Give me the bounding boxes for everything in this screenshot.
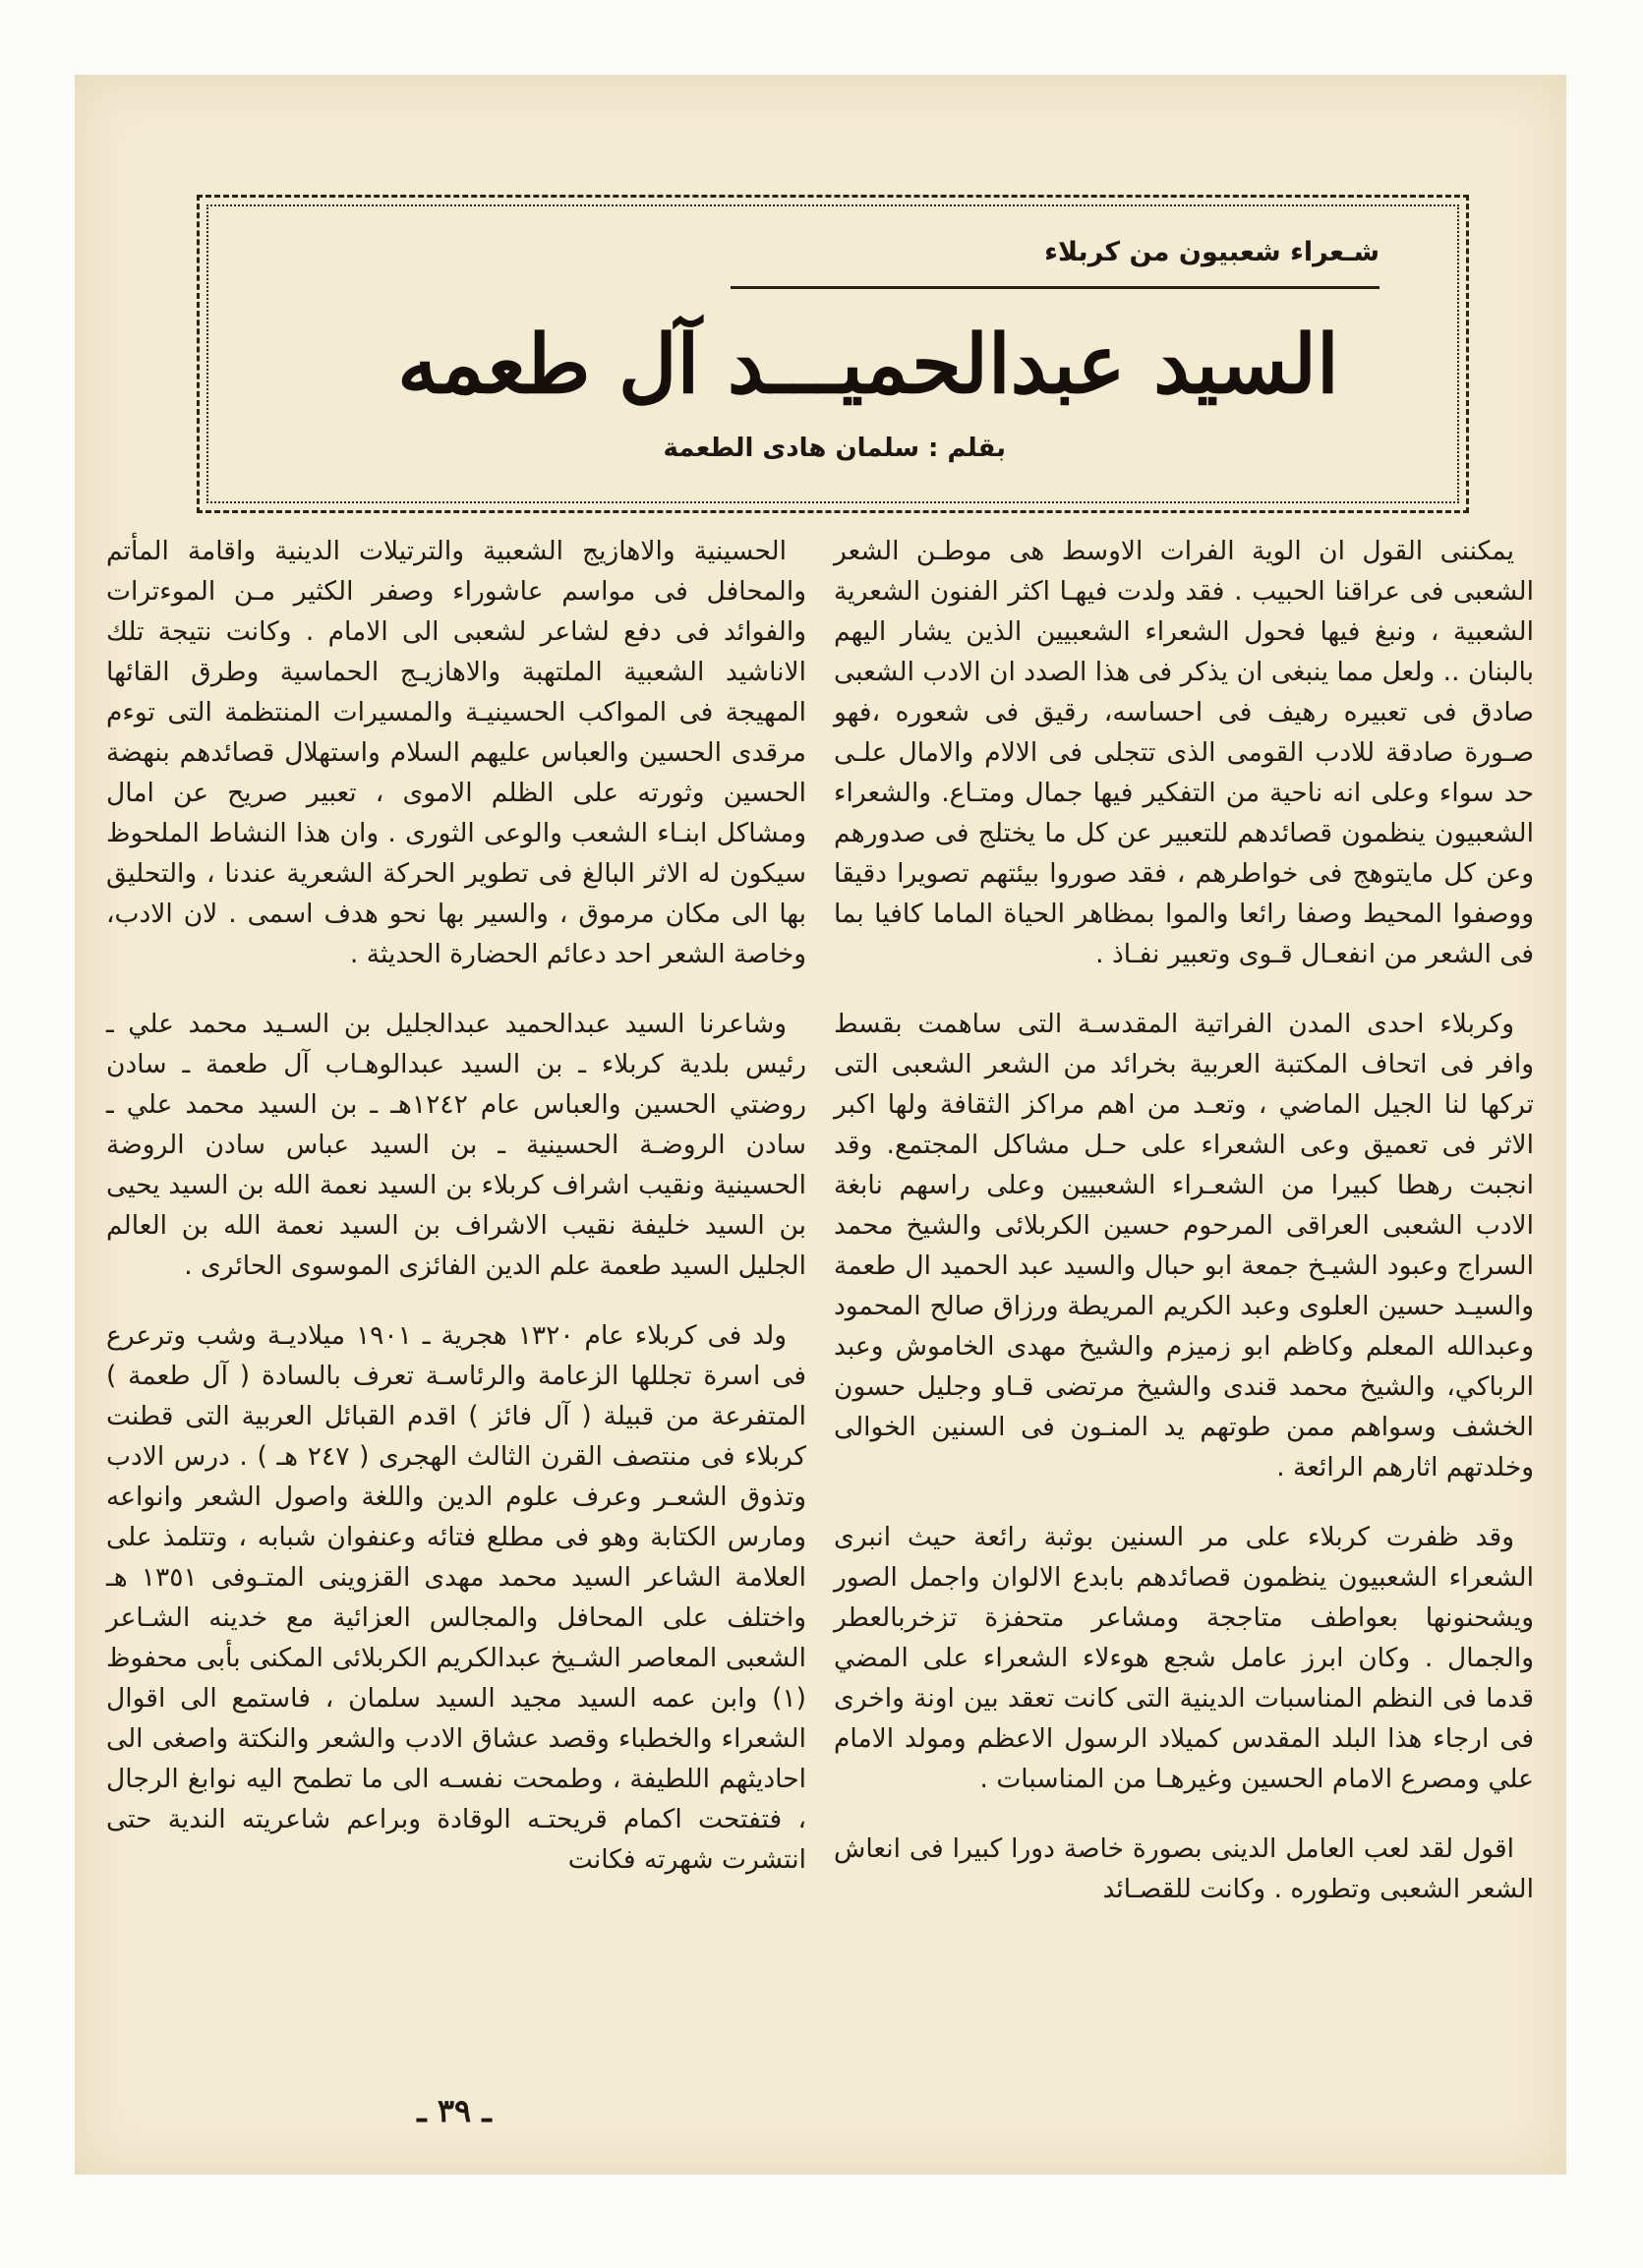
paragraph: الحسينية والاهازيج الشعبية والترتيلات الدينية واقامة المأتم والمحافل فى مواسم عاشوراء وصفر الكثير مـن الموءترات والفوائد فى دفع لشاعر لشعبى الى الامام . وكانت نتيجة تلك الاناشيد الشعبية الملتهبة والاهازيـج الحماسية وطرق القائها المهيجة فى المواكب الحسينيـة والمسيرات المنتظمة التى توءم مرقدى الحسين والعباس عليهم السلام واستهلال قصائدهم بنهضة الحسين وثورته على الظلم الاموى ، تعبير صريح عن امال ومشاكل ابنـاء الشعب والوعى الثورى . وان هذا النشاط الملحوظ سيكون له الاثر البالغ فى تطوير الحركة الشعرية عندنا ، والتحليق بها الى مكان مرموق ، والسير بها نحو هدف اسمى . لان الادب، وخاصة الشعر احد دعائم الحضارة الحديثة .	[106, 536, 806, 969]
article-title: السيد عبدالحميـــد آل طعمه	[397, 318, 1339, 412]
series-title: شـعراء شعبيون من كربلاء	[1044, 237, 1379, 267]
page-number: ـ ٣٩ ـ	[417, 2092, 492, 2129]
paragraph: وشاعرنا السيد عبدالحميد عبدالجليل بن السـيد محمد علي ـ رئيس بلدية كربلاء ـ بن السيد عبدالوهـاب آل طعمة ـ سادن روضتي الحسين والعباس عام ١٢٤٢هـ ـ بن السيد محمد علي ـ سادن الروضـة الحسينية ـ بن السيد عباس سادن الروضة الحسينية ونقيب اشراف كربلاء بن السيد نعمة الله بن السيد يحيى بن السيد خليفة نقيب الاشراف بن السيد نعمة الله بن العالم الجليل السيد طعمة علم الدين الفائزى الموسوى الحائرى .	[106, 1009, 806, 1281]
text-column-right	[834, 531, 1534, 2084]
paragraph: يمكننى القول ان الوية الفرات الاوسط هى موطـن الشعر الشعبى فى عراقنا الحبيب . فقد ولدت فيهـا اكثر الفنون الشعرية الشعبية ، ونبغ فيها فحول الشعراء الشعبيين الذين يشار اليهم بالبنان .. ولعل مما ينبغى ان يذكر فى هذا الصدد ان الادب الشعبى صادق فى تعبيره رهيف فى احساسه، رقيق فى شعوره ،فهو صـورة صادقة للادب القومى الذى تتجلى فى الالام والامال علـى حد سواء وعلى انه ناحية من التفكير فيها جمال ومتـاع. والشعراء الشعبيون ينظمون قصائدهم للتعبير عن كل ما يختلج فى صدورهم وعن كل مايتوهج فى خواطرهم ، فقد صوروا بيئتهم تصويرا دقيقا ووصفوا المحيط وصفا رائعا والموا بمظاهر الحياة الماما كافيا بما فى الشعر من انفعـال قـوى وتعبير نفـاذ .	[833, 536, 1534, 969]
paragraph: وكربلاء احدى المدن الفراتية المقدسـة التى ساهمت بقسط وافر فى اتحاف المكتبة العربية بخرائد من الشعر الشعبى التى تركها لنا الجيل الماضي ، وتعـد من اهم مراكز الثقافة ولها اكبر الاثر فى تعميق وعى الشعراء على حـل مشاكل المجتمع. وقد انجبت رهطا كبيرا من الشعـراء الشعبيين وعلى راسهم نابغة الادب الشعبى العراقى المرحوم حسين الكربلائى والشيخ محمد السراج وعبود الشيـخ جمعة ابو حبال والسيد عبد الحميد ال طعمة والسيـد حسين العلوى وعبد الكريم المريطة ورزاق صالح المحمود وعبدالله المعلم وكاظم ابو زميزم والشيخ مهدى الخاموش وعبد الرباكي، والشيخ محمد قندى والشيخ مرتضى قـاو وجليل حسون الخشف وسواهم ممن طوتهم يد المنـون فى السنين الخوالى وخلدتهم اثارهم الرائعة .	[834, 1009, 1534, 1483]
paragraph: وقد ظفرت كربلاء على مر السنين بوثبة رائعة حيث انبرى الشعراء الشعبيون ينظمون قصائدهم بابدع الالوان واجمل الصور ويشحنونها بعواطف متاججة ومشاعر متحفزة تزخربالعطر والجمال . وكان ابرز عامل شجع هوءلاء الشعراء على المضي قدما فى النظم المناسبات الدينية التى كانت تعقد بين اونة واخرى فى ارجاء هذا البلد المقدس كميلاد الرسول الاعظم ومولد الامام علي ومصرع الامام الحسين وغيرهـا من المناسبات .	[834, 1522, 1534, 1794]
author-byline: بقلم : سلمان هادى الطعمة	[663, 434, 1006, 463]
paragraph: اقول لقد لعب العامل الدينى بصورة خاصة دورا كبيرا فى انعاش الشعر الشعبى وتطوره . وكانت للقصـائد	[834, 1833, 1534, 1904]
text-column-left	[106, 531, 806, 2084]
series-title-underline	[731, 286, 1379, 289]
title-frame	[197, 195, 1469, 513]
paragraph: ولد فى كربلاء عام ١٣٢٠ هجرية ـ ١٩٠١ ميلاديـة وشب وترعرع فى اسرة تجللها الزعامة والرئاسـة تعرف بالسادة ( آل طعمة ) المتفرعة من قبيلة ( آل فائز ) اقدم القبائل العربية التى قطنت كربلاء فى منتصف القرن الثالث الهجرى ( ٢٤٧ هـ ) . درس الادب وتذوق الشعـر وعرف علوم الدين واللغة واصول الشعر وانواعه ومارس الكتابة وهو فى مطلع فتائه وعنفوان شبابه ، وتتلمذ على العلامة الشاعر السيد محمد مهدى القزوينى المتـوفى ١٣٥١ هـ واختلف على المحافل والمجالس العزائية مع خدينه الشـاعر الشعبى المعاصر الشـيخ عبدالكريم الكربلائى المكنى بأبى محفوظ (١) وابن عمه السيد مجيد السيد سلمان ، فاستمع الى اقوال الشعراء والخطباء وقصد عشاق الادب والشعر والنكتة واصغى الى احاديثهم اللطيفة ، وطمحت نفسـه الى ما تطمح اليه نوابغ الرجال ، فتفتحت اكمام قريحتـه الوقادة وبراعم شاعريته الندية حتى انتشرت شهرته فكانت	[106, 1320, 806, 1875]
